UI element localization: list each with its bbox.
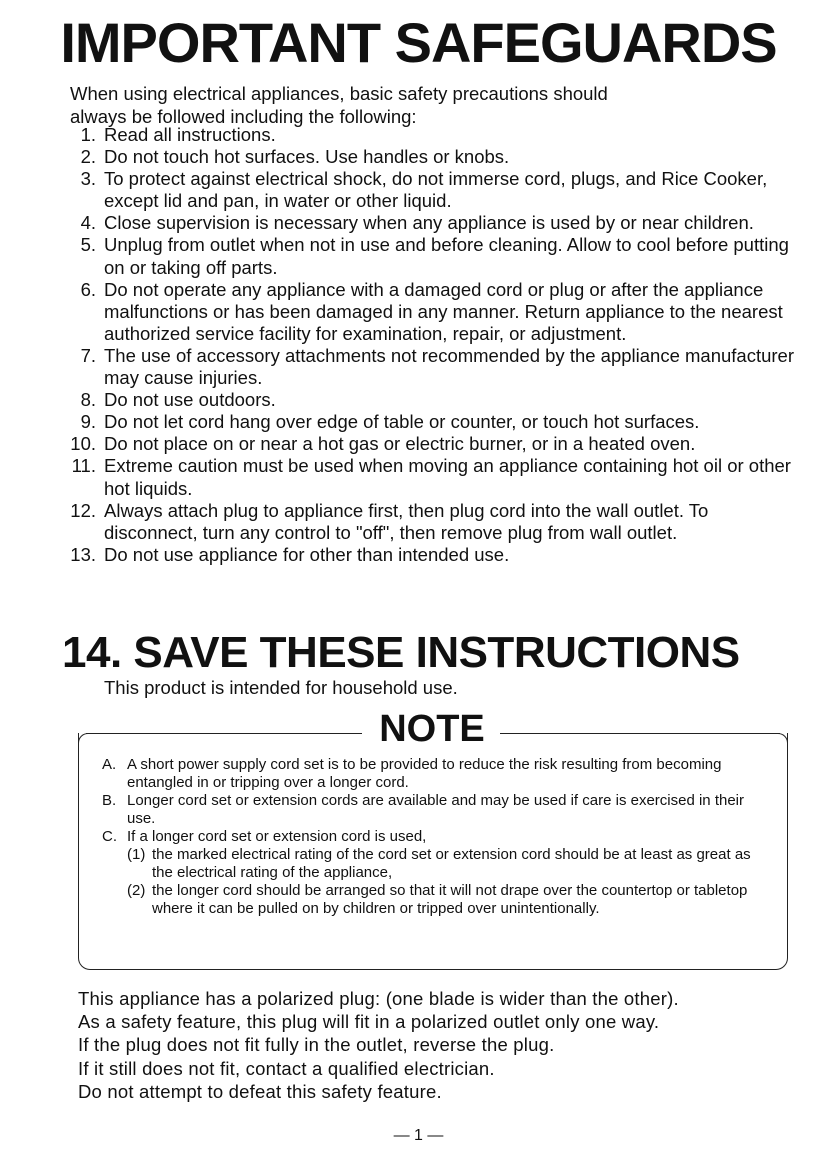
note-item-letter: C.: [102, 828, 117, 845]
item-number: 10.: [70, 433, 96, 455]
safeguards-list: [58, 124, 803, 566]
item-text: Do not operate any appliance with a damaged cord or plug or after the appliance malfunctions or has been damaged in any manner. Return appliance to the nearest authorized service facility for examination, repair, or adjustment.: [104, 278, 783, 344]
item-text: Do not place on or near a hot gas or electric burner, or in a heated oven.: [104, 433, 696, 455]
note-subitem-text: the longer cord should be arranged so that it will not drape over the countertop or tabletop where it can be pulled on by children or tripped over unintentionally.: [152, 882, 748, 917]
note-item: [102, 828, 772, 918]
list-item: [58, 500, 803, 544]
list-item: [58, 455, 803, 499]
note-subitem: [127, 882, 772, 918]
note-item-letter: B.: [102, 792, 117, 809]
item-number: 11.: [71, 455, 96, 477]
item-text: Do not use appliance for other than intended use.: [104, 543, 510, 565]
polarized-plug-paragraph: [78, 987, 808, 1103]
note-subitem-number: (2): [127, 882, 146, 899]
item-number: 13.: [70, 543, 96, 565]
item-text: Close supervision is necessary when any appliance is used by or near children.: [104, 212, 754, 234]
intro-line: always be followed including the following:: [70, 106, 417, 127]
item-text: Read all instructions.: [104, 124, 276, 145]
note-title: NOTE: [366, 704, 498, 754]
item-number: 6.: [80, 278, 96, 300]
item-number: 12.: [70, 499, 96, 521]
household-use-text: This product is intended for household use.: [104, 677, 458, 698]
list-item: [58, 212, 803, 234]
item-number: 7.: [80, 344, 96, 366]
list-item: [58, 124, 803, 146]
page-number: — 1 —: [393, 1127, 444, 1144]
note-subitem-text: the marked electrical rating of the cord set or extension cord should be at least as great as the electrical rating of the appliance,: [152, 846, 751, 881]
list-item: [58, 234, 803, 278]
polarized-line: If it still does not fit, contact a qualified electrician.: [78, 1057, 495, 1079]
polarized-line: This appliance has a polarized plug: (one blade is wider than the other).: [78, 988, 679, 1009]
list-item: [58, 544, 803, 566]
list-item: [58, 168, 803, 212]
note-item: [102, 792, 772, 828]
note-item-text: A short power supply cord set is to be provided to reduce the risk resulting from becoming entangled in or tripping over a longer cord.: [127, 756, 722, 791]
list-item: [58, 389, 803, 411]
note-item-text: Longer cord set or extension cords are available and may be used if care is exercised in their use.: [127, 792, 744, 827]
intro-paragraph: [70, 82, 800, 128]
item-number: 4.: [80, 212, 96, 234]
list-item: [58, 279, 803, 345]
note-item-text: If a longer cord set or extension cord is used,: [127, 828, 427, 845]
list-item: [58, 411, 803, 433]
polarized-line: If the plug does not fit fully in the outlet, reverse the plug.: [78, 1034, 555, 1056]
item-number: 3.: [80, 168, 96, 190]
page-title: IMPORTANT SAFEGUARDS: [60, 11, 777, 74]
list-item: [58, 433, 803, 455]
item-text: Always attach plug to appliance first, then plug cord into the wall outlet. To disconnect, turn any control to "off", then remove plug from wall outlet.: [104, 499, 709, 543]
note-rule: [500, 733, 780, 734]
list-item: [58, 345, 803, 389]
note-subitem-number: (1): [127, 846, 146, 863]
save-instructions-heading: 14. SAVE THESE INSTRUCTIONS: [62, 628, 740, 677]
intro-line: When using electrical appliances, basic safety precautions should: [70, 83, 608, 104]
note-list: [102, 756, 772, 918]
item-text: Extreme caution must be used when moving an appliance containing hot oil or other hot liquids.: [104, 455, 791, 499]
note-rule: [86, 733, 362, 734]
list-item: [58, 146, 803, 168]
item-number: 9.: [80, 411, 96, 433]
item-number: 2.: [80, 146, 96, 168]
item-text: Do not use outdoors.: [104, 389, 276, 411]
note-item: [102, 756, 772, 792]
item-text: Do not touch hot surfaces. Use handles or knobs.: [104, 146, 510, 168]
item-number: 1.: [80, 124, 96, 145]
item-number: 5.: [80, 234, 96, 256]
note-sublist: [127, 846, 772, 918]
note-item-letter: A.: [102, 756, 117, 773]
item-number: 8.: [80, 389, 96, 411]
item-text: Do not let cord hang over edge of table or counter, or touch hot surfaces.: [104, 411, 700, 433]
note-subitem: [127, 846, 772, 882]
item-text: The use of accessory attachments not recommended by the appliance manufacturer may cause injuries.: [104, 344, 795, 389]
polarized-line: Do not attempt to defeat this safety feature.: [78, 1080, 442, 1102]
item-text: Unplug from outlet when not in use and before cleaning. Allow to cool before putting on or taking off parts.: [104, 234, 789, 278]
polarized-line: As a safety feature, this plug will fit in a polarized outlet only one way.: [78, 1011, 660, 1033]
item-text: To protect against electrical shock, do not immerse cord, plugs, and Rice Cooker, except lid and pan, in water or other liquid.: [104, 168, 768, 212]
